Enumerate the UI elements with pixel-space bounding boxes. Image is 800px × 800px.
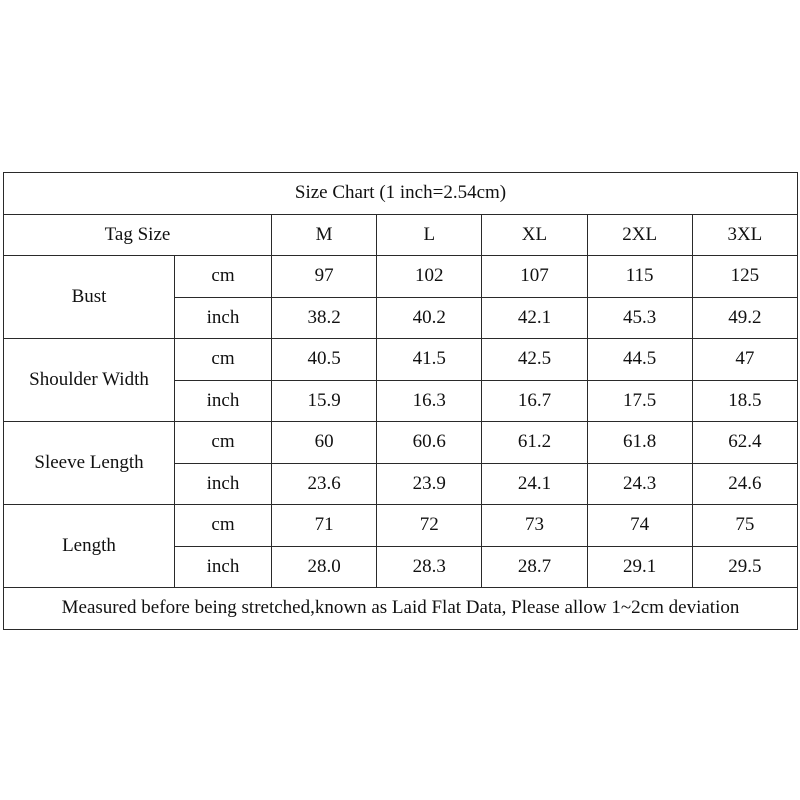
measure-label-bust: Bust (4, 256, 175, 339)
table-cell: 60 (272, 422, 377, 464)
table-cell: 17.5 (587, 380, 692, 422)
tag-size-label: Tag Size (4, 214, 272, 256)
table-cell: 61.8 (587, 422, 692, 464)
table-cell: 40.5 (272, 339, 377, 381)
unit-label-inch: inch (175, 380, 272, 422)
table-cell: 28.3 (377, 546, 482, 588)
table-cell: 24.6 (692, 463, 797, 505)
unit-label-cm: cm (175, 256, 272, 298)
table-cell: 15.9 (272, 380, 377, 422)
footnote: Measured before being stretched,known as Laid Flat Data, Please allow 1~2cm deviation (4, 588, 798, 630)
table-cell: 42.5 (482, 339, 587, 381)
table-cell: 24.3 (587, 463, 692, 505)
measure-label-length: Length (4, 505, 175, 588)
unit-label-inch: inch (175, 463, 272, 505)
table-cell: 38.2 (272, 297, 377, 339)
table-cell: 73 (482, 505, 587, 547)
table-cell: 75 (692, 505, 797, 547)
size-header-xl: XL (482, 214, 587, 256)
size-header-3xl: 3XL (692, 214, 797, 256)
unit-label-cm: cm (175, 339, 272, 381)
table-cell: 29.1 (587, 546, 692, 588)
table-cell: 16.7 (482, 380, 587, 422)
measure-label-sleeve-length: Sleeve Length (4, 422, 175, 505)
table-cell: 16.3 (377, 380, 482, 422)
table-cell: 115 (587, 256, 692, 298)
unit-label-cm: cm (175, 505, 272, 547)
table-cell: 61.2 (482, 422, 587, 464)
table-cell: 62.4 (692, 422, 797, 464)
title-row (4, 173, 798, 215)
size-header-m: M (272, 214, 377, 256)
table-cell: 72 (377, 505, 482, 547)
table-cell: 23.9 (377, 463, 482, 505)
size-header-2xl: 2XL (587, 214, 692, 256)
size-chart-table (3, 172, 798, 630)
table-cell: 42.1 (482, 297, 587, 339)
size-header-l: L (377, 214, 482, 256)
measure-label-shoulder-width: Shoulder Width (4, 339, 175, 422)
shoulder-cm-row (4, 339, 798, 381)
table-cell: 45.3 (587, 297, 692, 339)
sleeve-cm-row (4, 422, 798, 464)
unit-label-inch: inch (175, 297, 272, 339)
table-cell: 28.0 (272, 546, 377, 588)
table-cell: 47 (692, 339, 797, 381)
table-cell: 74 (587, 505, 692, 547)
table-cell: 60.6 (377, 422, 482, 464)
table-cell: 40.2 (377, 297, 482, 339)
header-row (4, 214, 798, 256)
table-cell: 71 (272, 505, 377, 547)
table-cell: 44.5 (587, 339, 692, 381)
unit-label-cm: cm (175, 422, 272, 464)
table-cell: 41.5 (377, 339, 482, 381)
table-cell: 49.2 (692, 297, 797, 339)
table-cell: 18.5 (692, 380, 797, 422)
table-cell: 125 (692, 256, 797, 298)
table-cell: 29.5 (692, 546, 797, 588)
table-cell: 28.7 (482, 546, 587, 588)
length-cm-row (4, 505, 798, 547)
footnote-row (4, 588, 798, 630)
table-cell: 23.6 (272, 463, 377, 505)
bust-cm-row (4, 256, 798, 298)
table-cell: 97 (272, 256, 377, 298)
unit-label-inch: inch (175, 546, 272, 588)
table-cell: 102 (377, 256, 482, 298)
table-cell: 107 (482, 256, 587, 298)
chart-title: Size Chart (1 inch=2.54cm) (4, 173, 798, 215)
table-cell: 24.1 (482, 463, 587, 505)
